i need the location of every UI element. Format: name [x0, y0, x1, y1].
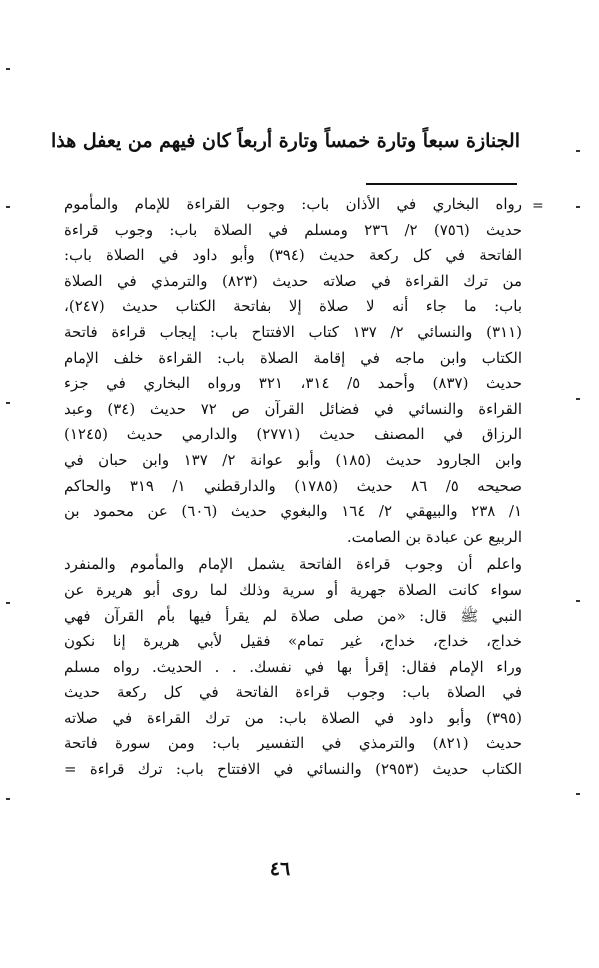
scan-speck: [576, 398, 580, 400]
footnote-line: الكتاب وابن ماجه في إقامة الصلاة باب: القراءة خلف الإمام: [64, 348, 522, 367]
footnote-line: في الصلاة باب: وجوب قراءة الفاتحة في كل ركعة حديث: [64, 683, 522, 702]
footnote-line: خداج، خداج، خداج، غير تمام» فقيل لأبي هريرة إنا نكون: [64, 632, 522, 651]
footnote-line: القراءة والنسائي في فضائل القرآن ص ٧٢ حديث (٣٤) وعبد: [64, 399, 522, 418]
footnote-line: واعلم أن وجوب قراءة الفاتحة يشمل الإمام والمأموم والمنفرد: [64, 555, 522, 574]
footnote-line: الربيع عن عبادة بن الصامت.: [346, 527, 522, 546]
footnote-line: وراء الإمام فقال: إقرأ بها في نفسك. . . الحديث. رواه مسلم: [64, 657, 522, 676]
footnote-line: من ترك القراءة في صلاته حديث (٨٢٣) والترمذي في الصلاة: [64, 271, 522, 290]
footnote-line: النبي ﷺ قال: «من صلى صلاة لم يقرأ فيها بأم القرآن فهي: [64, 606, 522, 625]
footnote-line: حديث (٨٣٧) وأحمد ٥/ ٣١٤، ٣٢١ ورواه البخاري في جزء: [64, 374, 523, 393]
footnote-separator: [366, 183, 517, 185]
footnote-block: [64, 192, 522, 783]
scan-speck: [576, 206, 580, 208]
footnote-line: صحيحه ٥/ ٨٦ حديث (١٧٨٥) والدارقطني ١/ ٣١٩ والحاكم: [64, 476, 522, 495]
footnote-marker: =: [532, 198, 544, 214]
footnote-line: ١/ ٢٣٨ والبيهقي ٢/ ١٦٤ والبغوي حديث (٦٠٦) عن محمود بن: [64, 502, 523, 521]
scan-speck: [576, 600, 580, 602]
scan-speck: [6, 602, 10, 604]
scan-speck: [6, 206, 10, 208]
footnote-line: الكتاب حديث (٢٩٥٣) والنسائي في الافتتاح باب: ترك قراءة =: [64, 760, 522, 779]
footnote-line: (٣٩٥) وأبو داود في الصلاة باب: من ترك القراءة في صلاته: [64, 708, 522, 727]
footnote-line: رواه البخاري في الأذان باب: وجوب القراءة للإمام والمأموم: [64, 195, 522, 213]
footnote-line: الفاتحة في كل ركعة حديث (٣٩٤) وأبو داود في الصلاة باب:: [64, 246, 522, 265]
footnote-line: الرزاق في المصنف حديث (٢٧٧١) والدارمي حديث (١٢٤٥): [64, 425, 522, 444]
scan-speck: [6, 68, 10, 70]
scan-speck: [6, 798, 10, 800]
footnote-line: حديث (٧٥٦) ٢/ ٢٣٦ ومسلم في الصلاة باب: وجوب قراءة: [64, 220, 523, 239]
scan-speck: [576, 150, 580, 152]
page-number: ٤٦: [269, 858, 291, 880]
header-line: الجنازة سبعاً وتارة خمساً وتارة أربعاً كان فيهم من يعفل هذا: [50, 130, 520, 152]
footnote-line: حديث (٨٢١) والترمذي في التفسير باب: ومن سورة فاتحة: [64, 734, 522, 753]
scan-speck: [576, 793, 580, 795]
footnote-line: وابن الجارود حديث (١٨٥) وأبو عوانة ٢/ ١٣٧ وابن حبان في: [64, 450, 523, 469]
footnote-line: باب: ما جاء أنه لا صلاة إلا بفاتحة الكتاب حديث (٢٤٧)،: [64, 297, 522, 316]
scan-speck: [6, 402, 10, 404]
footnote-line: (٣١١) والنسائي ٢/ ١٣٧ كتاب الافتتاح باب: إيجاب قراءة فاتحة: [64, 322, 523, 341]
footnote-line: سواء كانت الصلاة جهرية أو سرية وذلك لما روى أبو هريرة عن: [64, 580, 522, 599]
